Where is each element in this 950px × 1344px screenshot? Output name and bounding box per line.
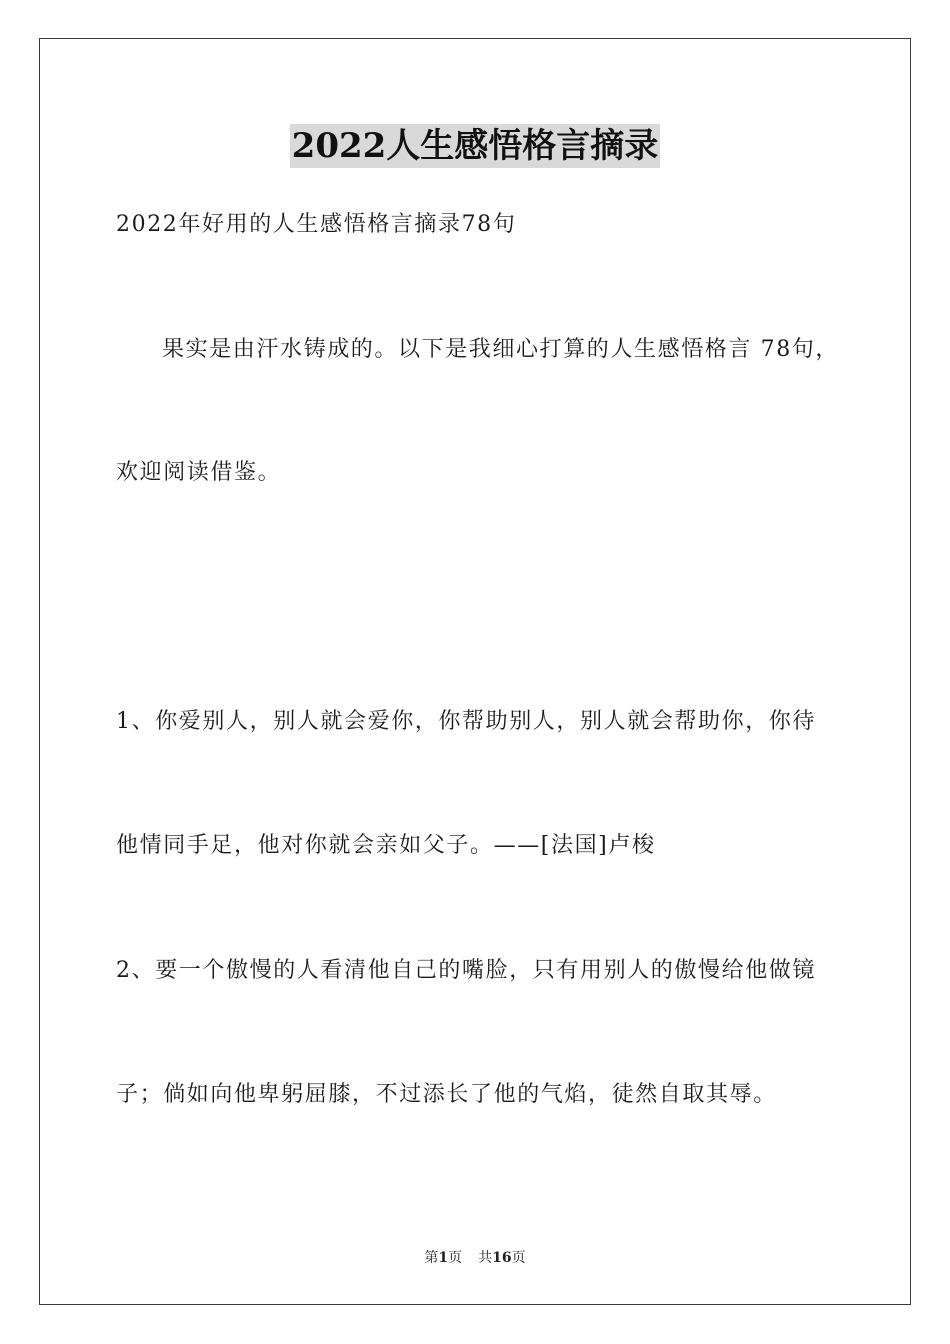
- intro-line-1: 果实是由汗水铸成的。以下是我细心打算的人生感悟格言 78句，: [162, 337, 839, 362]
- page-suffix: 页: [448, 1250, 463, 1266]
- quote-1-line-2: 他情同手足，他对你就会亲如父子。——[法国]卢梭: [116, 833, 656, 858]
- total-pages: 16: [492, 1250, 512, 1266]
- quote-2-line-1: 2、要一个傲慢的人看清他自己的嘴脸，只有用别人的傲慢给他做镜: [116, 958, 816, 983]
- intro-line-2: 欢迎阅读借鉴。: [116, 460, 282, 485]
- total-suffix: 页: [511, 1250, 526, 1266]
- document-subtitle: 2022年好用的人生感悟格言摘录78句: [116, 212, 517, 237]
- document-title: 2022人生感悟格言摘录: [291, 126, 659, 166]
- quote-1-line-1: 1、你爱别人，别人就会爱你，你帮助别人，别人就会帮助你，你待: [116, 709, 816, 734]
- page-number: 1: [438, 1250, 449, 1266]
- total-prefix: 共: [478, 1250, 493, 1266]
- page-footer: [0, 1248, 950, 1268]
- quote-2-line-2: 子；倘如向他卑躬屈膝，不过添长了他的气焰，徒然自取其辱。: [116, 1082, 777, 1107]
- title-container: [0, 124, 950, 168]
- page-prefix: 第: [424, 1250, 439, 1266]
